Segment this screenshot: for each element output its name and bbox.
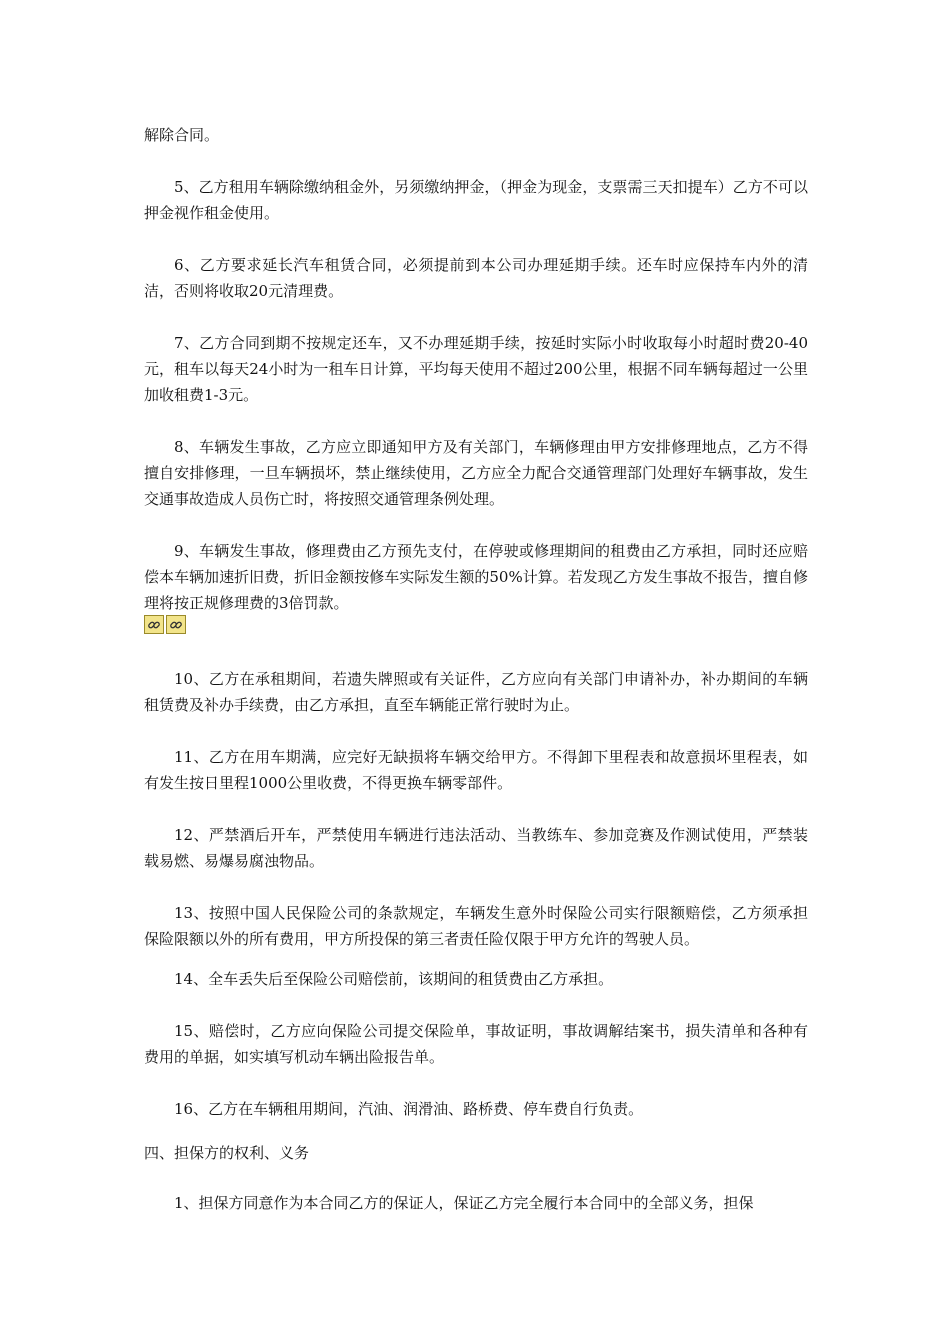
clause-11: 11、乙方在用车期满，应完好无缺损将车辆交给甲方。不得卸下里程表和故意损坏里程表，如有发生按日里程1000公里收费，不得更换车辆零部件。 [144,748,808,792]
paragraph-continuation: 解除合同。 [144,126,220,144]
link-icon-glyph [169,618,183,632]
clause-5: 5、乙方租用车辆除缴纳租金外，另须缴纳押金，（押金为现金，支票需三天扣提车）乙方不可以押金视作租金使用。 [144,178,808,222]
clause-16: 16、乙方在车辆租用期间，汽油、润滑油、路桥费、停车费自行负责。 [174,1100,644,1118]
clause-8: 8、车辆发生事故，乙方应立即通知甲方及有关部门，车辆修理由甲方安排修理地点，乙方不得擅自安排修理，一旦车辆损坏，禁止继续使用，乙方应全力配合交通管理部门处理好车辆事故，发生交通事故造成人员伤亡时，将按照交通管理条例处理。 [144,438,808,508]
clause-12: 12、严禁酒后开车，严禁使用车辆进行违法活动、当教练车、参加竞赛及作测试使用，严禁装载易燃、易爆易腐浊物品。 [144,826,808,870]
clause-10: 10、乙方在承租期间，若遗失牌照或有关证件，乙方应向有关部门申请补办，补办期间的车辆租赁费及补办手续费，由乙方承担，直至车辆能正常行驶时为止。 [144,670,808,714]
guarantor-clause-1: 1、担保方同意作为本合同乙方的保证人，保证乙方完全履行本合同中的全部义务，担保 [174,1194,754,1212]
clause-7: 7、乙方合同到期不按规定还车，又不办理延期手续，按延时实际小时收取每小时超时费20-40元，租车以每天24小时为一租车日计算，平均每天使用不超过200公里，根据不同车辆每超过一公里加收租费1-3元。 [144,334,808,404]
link-icon-glyph [147,618,161,632]
clause-9: 9、车辆发生事故，修理费由乙方预先支付，在停驶或修理期间的租费由乙方承担，同时还应赔偿本车辆加速折旧费，折旧金额按修车实际发生额的50%计算。若发现乙方发生事故不报告，擅自修理将按正规修理费的3倍罚款。 [144,542,808,612]
clause-6: 6、乙方要求延长汽车租赁合同，必须提前到本公司办理延期手续。还车时应保持车内外的清洁，否则将收取20元清理费。 [144,256,808,300]
link-icon[interactable] [166,615,186,634]
clause-15: 15、赔偿时，乙方应向保险公司提交保险单，事故证明，事故调解结案书，损失清单和各种有费用的单据，如实填写机动车辆出险报告单。 [144,1022,808,1066]
embedded-icons [144,615,186,635]
link-icon[interactable] [144,615,164,634]
section-heading-guarantor: 四、担保方的权利、义务 [144,1144,310,1162]
clause-13: 13、按照中国人民保险公司的条款规定，车辆发生意外时保险公司实行限额赔偿，乙方须承担保险限额以外的所有费用，甲方所投保的第三者责任险仅限于甲方允许的驾驶人员。 [144,904,808,948]
clause-14: 14、全车丢失后至保险公司赔偿前，该期间的租赁费由乙方承担。 [174,970,614,988]
